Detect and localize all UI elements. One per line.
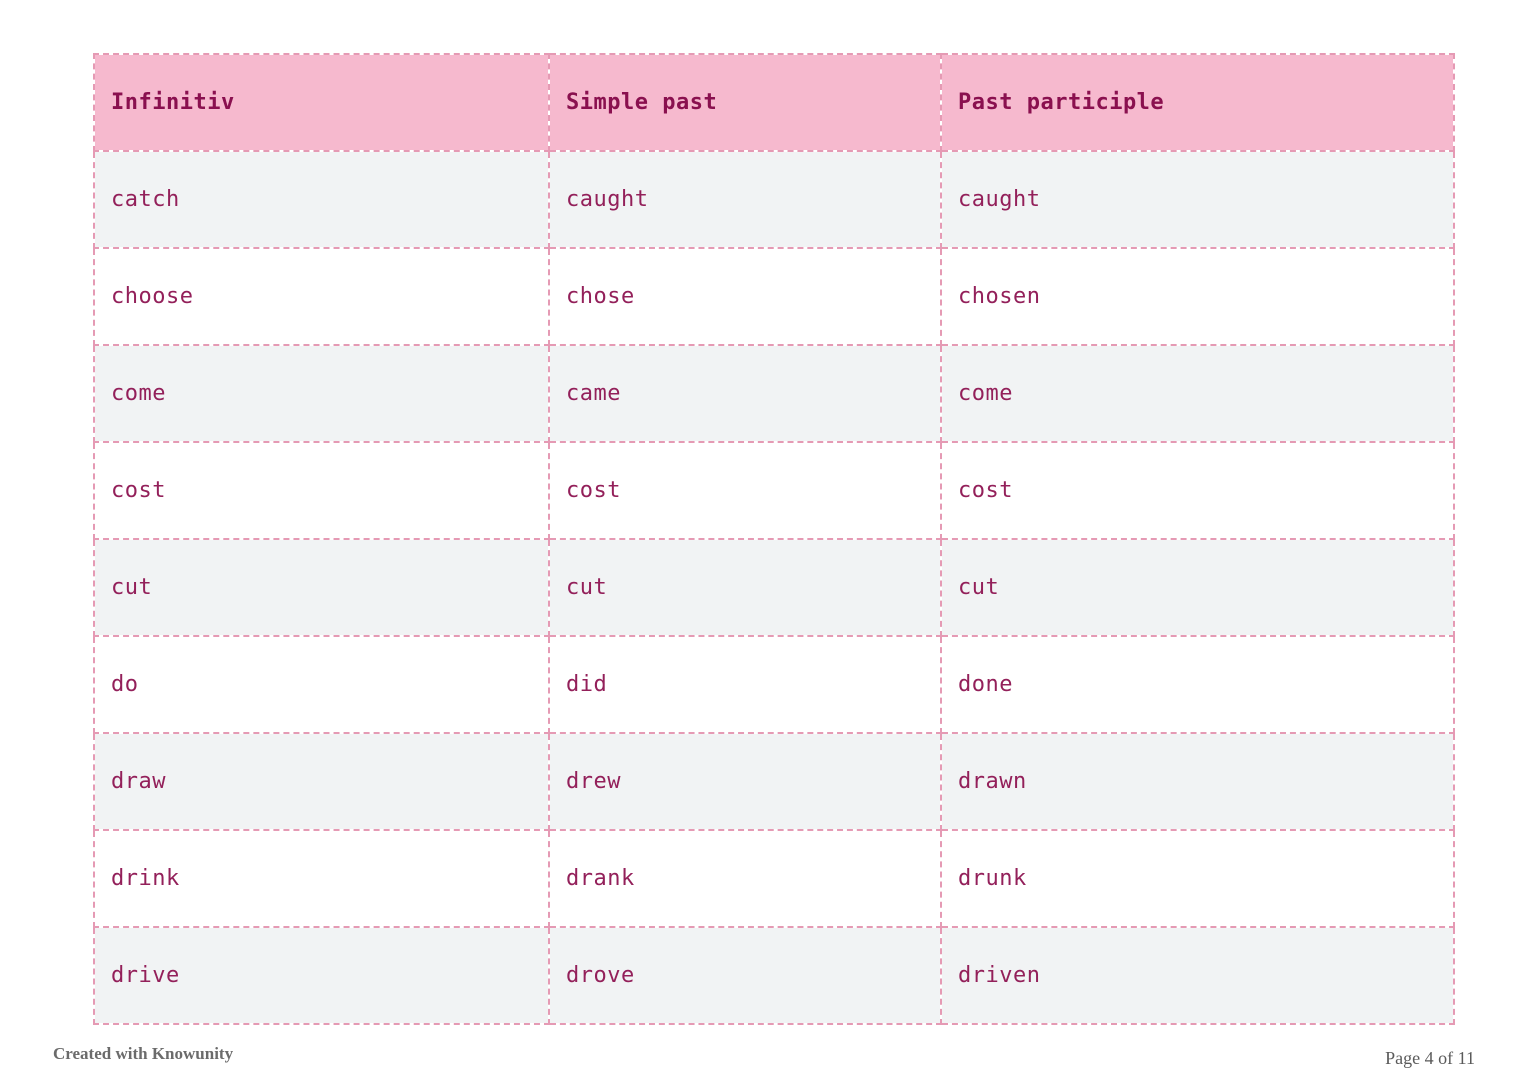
table-cell: drove: [549, 927, 941, 1024]
table-cell: cost: [549, 442, 941, 539]
table-cell: cut: [549, 539, 941, 636]
table-cell: draw: [94, 733, 549, 830]
table-header-row: [94, 54, 1454, 151]
column-header-infinitiv: Infinitiv: [94, 54, 549, 151]
table-cell: do: [94, 636, 549, 733]
table-cell: cut: [941, 539, 1454, 636]
table-cell: cut: [94, 539, 549, 636]
table-cell: catch: [94, 151, 549, 248]
table-row: [94, 442, 1454, 539]
table-cell: chosen: [941, 248, 1454, 345]
table-cell: came: [549, 345, 941, 442]
irregular-verbs-table: [93, 53, 1455, 1025]
table-cell: cost: [94, 442, 549, 539]
table-row: [94, 927, 1454, 1024]
footer-branding: Created with Knowunity: [53, 1044, 234, 1063]
table-row: [94, 733, 1454, 830]
table-cell: chose: [549, 248, 941, 345]
page-number: Page 4 of 11: [1385, 1048, 1475, 1068]
table-cell: drunk: [941, 830, 1454, 927]
table-cell: done: [941, 636, 1454, 733]
table-cell: drink: [94, 830, 549, 927]
table-row: [94, 151, 1454, 248]
table-cell: caught: [549, 151, 941, 248]
table-cell: choose: [94, 248, 549, 345]
table-row: [94, 345, 1454, 442]
column-header-past-participle: Past participle: [941, 54, 1454, 151]
table-cell: drew: [549, 733, 941, 830]
table-row: [94, 636, 1454, 733]
column-header-simple-past: Simple past: [549, 54, 941, 151]
table-cell: drank: [549, 830, 941, 927]
table-cell: come: [941, 345, 1454, 442]
table-cell: did: [549, 636, 941, 733]
table-cell: caught: [941, 151, 1454, 248]
table-cell: cost: [941, 442, 1454, 539]
table-cell: drive: [94, 927, 549, 1024]
table-row: [94, 248, 1454, 345]
table-row: [94, 830, 1454, 927]
table-cell: drawn: [941, 733, 1454, 830]
table-cell: come: [94, 345, 549, 442]
table-row: [94, 539, 1454, 636]
table-cell: driven: [941, 927, 1454, 1024]
